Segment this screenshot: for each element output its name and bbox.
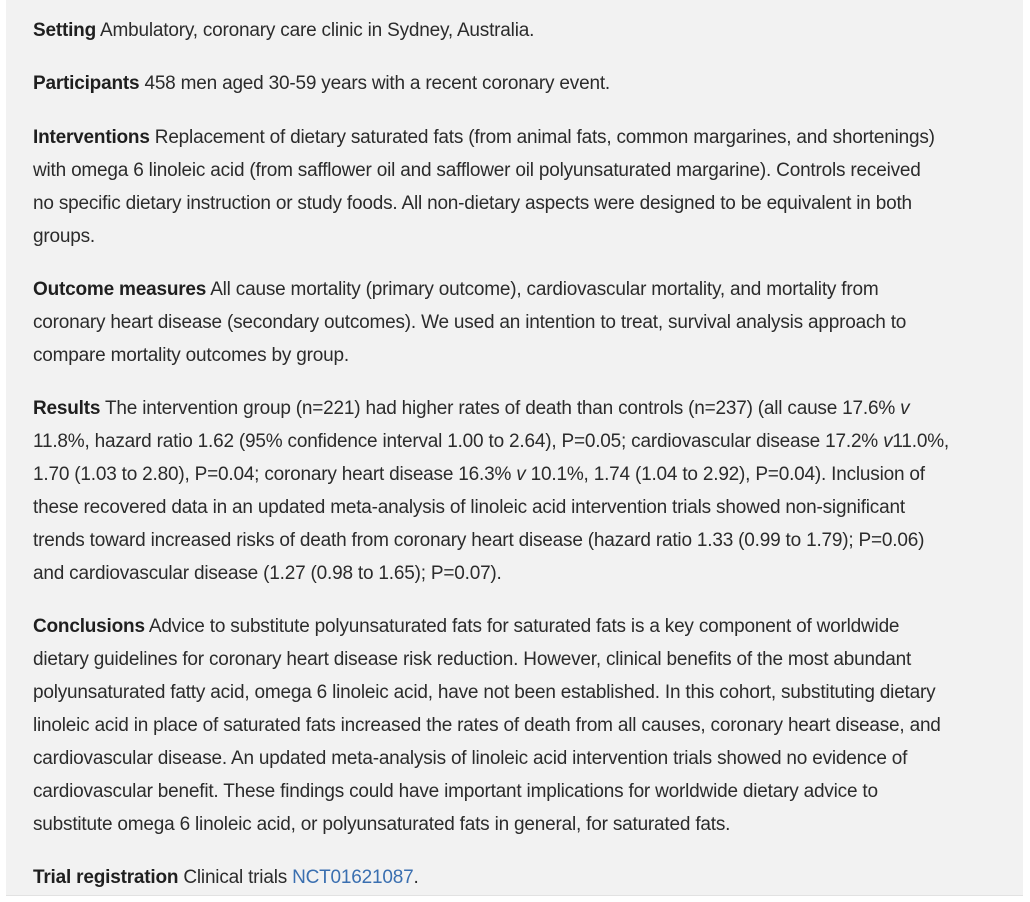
participants-label: Participants xyxy=(33,73,140,94)
results-line-2a: 11.8%, hazard ratio 1.62 (95% confidence interval 1.00 to 2.64), P=0.05; cardiovascular disease 17.2% xyxy=(33,431,879,452)
results-versus-3: v xyxy=(516,464,526,485)
results-line-3a: 1.70 (1.03 to 2.80), P=0.04; coronary heart disease 16.3% xyxy=(33,464,512,485)
trial-registration-label: Trial registration xyxy=(33,867,179,888)
outcome-line-1: All cause mortality (primary outcome), cardiovascular mortality, and mortality from xyxy=(210,279,879,300)
conclusions-line-7: substitute omega 6 linoleic acid, or polyunsaturated fats in general, for saturated fats. xyxy=(33,814,731,835)
results-line-2b: 11.0%, xyxy=(892,431,949,452)
conclusions-section xyxy=(33,610,1023,841)
outcome-measures-label: Outcome measures xyxy=(33,279,207,300)
participants-text: 458 men aged 30-59 years with a recent coronary event. xyxy=(144,73,610,94)
conclusions-line-6: cardiovascular benefit. These findings could have important implications for worldwide dietary advice to xyxy=(33,781,878,802)
results-line-6: and cardiovascular disease (1.27 (0.98 to 1.65); P=0.07). xyxy=(33,563,502,584)
results-line-3b: 10.1%, 1.74 (1.04 to 2.92), P=0.04). Inclusion of xyxy=(530,464,925,485)
abstract-panel xyxy=(6,0,1023,896)
participants-section xyxy=(33,67,1023,100)
setting-section xyxy=(33,14,1023,47)
conclusions-line-1: Advice to substitute polyunsaturated fats for saturated fats is a key component of worldwide xyxy=(148,616,900,637)
conclusions-line-5: cardiovascular disease. An updated meta-analysis of linoleic acid intervention trials showed no evidence of xyxy=(33,748,908,769)
trial-registration-section xyxy=(33,861,1023,894)
results-line-4: these recovered data in an updated meta-analysis of linoleic acid intervention trials showed non-significant xyxy=(33,497,905,518)
conclusions-line-3: polyunsaturated fatty acid, omega 6 linoleic acid, have not been established. In this cohort, substituting dietary xyxy=(33,682,936,703)
setting-label: Setting xyxy=(33,20,96,41)
outcome-measures-section xyxy=(33,273,1023,372)
conclusions-label: Conclusions xyxy=(33,616,145,637)
outcome-line-2: coronary heart disease (secondary outcomes). We used an intention to treat, survival analysis approach to xyxy=(33,312,907,333)
interventions-label: Interventions xyxy=(33,127,150,148)
trial-registration-link[interactable]: NCT01621087 xyxy=(292,867,414,888)
interventions-line-4: groups. xyxy=(33,226,95,247)
outcome-line-3: compare mortality outcomes by group. xyxy=(33,345,349,366)
setting-text: Ambulatory, coronary care clinic in Sydney, Australia. xyxy=(100,20,535,41)
interventions-section xyxy=(33,121,1023,253)
interventions-line-3: no specific dietary instruction or study foods. All non-dietary aspects were designed to be equivalent in both xyxy=(33,193,912,214)
conclusions-line-2: dietary guidelines for coronary heart disease risk reduction. However, clinical benefits of the most abundant xyxy=(33,649,912,670)
results-versus-1: v xyxy=(900,398,910,419)
results-section xyxy=(33,392,1023,590)
results-line-1: The intervention group (n=221) had higher rates of death than controls (n=237) (all cause 17.6% xyxy=(104,398,896,419)
interventions-line-1: Replacement of dietary saturated fats (from animal fats, common margarines, and shortenings) xyxy=(154,127,935,148)
interventions-line-2: with omega 6 linoleic acid (from safflower oil and safflower oil polyunsaturated margarine). Controls received xyxy=(33,160,921,181)
trial-registration-period: . xyxy=(413,867,419,888)
results-versus-2: v xyxy=(883,431,893,452)
conclusions-line-4: linoleic acid in place of saturated fats increased the rates of death from all causes, coronary heart disease, and xyxy=(33,715,941,736)
results-line-5: trends toward increased risks of death from coronary heart disease (hazard ratio 1.33 (0.99 to 1.79); P=0.06) xyxy=(33,530,925,551)
results-label: Results xyxy=(33,398,101,419)
trial-registration-text: Clinical trials xyxy=(183,867,288,888)
